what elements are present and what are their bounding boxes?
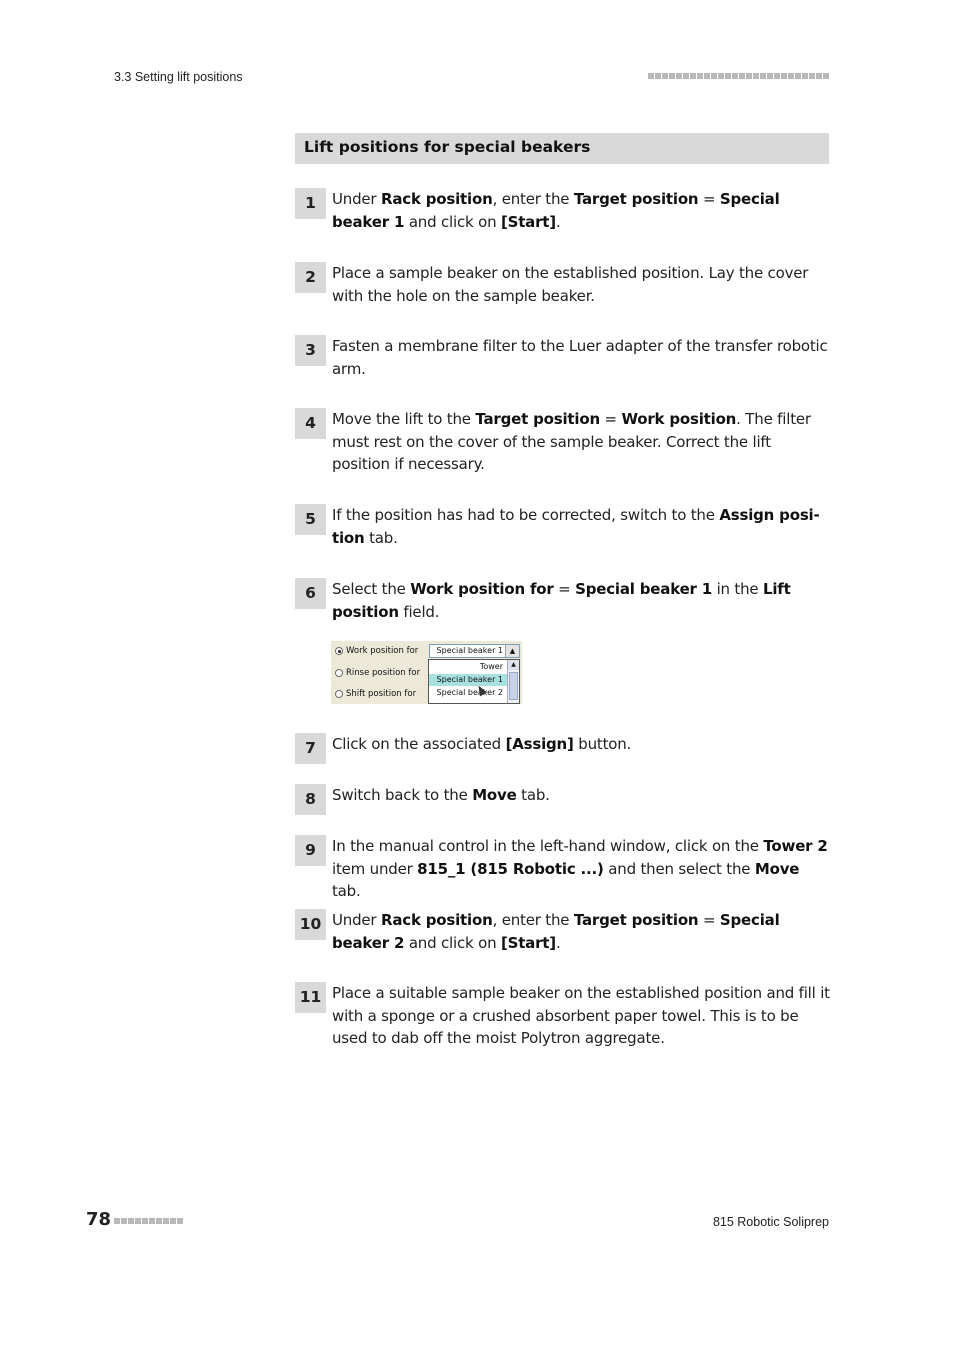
step-text-bold: Tower 2	[763, 837, 828, 855]
step-text-run: .	[555, 933, 561, 952]
decor-square	[648, 73, 654, 79]
step-text	[332, 578, 830, 623]
radio-row-shift[interactable]	[335, 688, 416, 700]
step-text-run: Under	[332, 190, 381, 208]
step-number: 9	[295, 835, 326, 866]
decor-square	[760, 73, 766, 79]
decor-square	[662, 73, 668, 79]
scroll-thumb[interactable]	[509, 672, 518, 700]
decor-square	[669, 73, 675, 79]
step-text-run: =	[698, 911, 720, 929]
step-text-bold: [Start]	[500, 933, 556, 952]
radio-label: Rinse position for	[346, 668, 421, 678]
decor-square	[823, 73, 829, 79]
decor-square	[732, 73, 738, 79]
step-text	[332, 784, 830, 807]
step-text-run: and click on	[404, 212, 501, 231]
step-text-bold: Move	[472, 786, 517, 804]
header-decoration	[648, 73, 829, 79]
decor-square	[697, 73, 703, 79]
dropdown-scrollbar[interactable]	[507, 660, 519, 703]
decor-square	[753, 73, 759, 79]
step-text-bold: Work position for	[410, 580, 554, 598]
step-text-run: and click on	[404, 933, 501, 952]
work-position-dialog-screenshot	[331, 641, 522, 704]
step-text-run: . The filter must rest on the cover of the sample beaker. Correct the lift position if necessary.	[332, 410, 811, 473]
dropdown-item-special-beaker-2[interactable]: Special beaker 2	[436, 688, 503, 697]
step-text-run: Place a suitable sample beaker on the established position and fill it with a sponge or a crushed absorbent paper towel. This is to be used to dab off the moist Polytron aggregate.	[332, 984, 830, 1047]
decor-square	[149, 1218, 155, 1224]
decor-square	[809, 73, 815, 79]
decor-square	[802, 73, 808, 79]
decor-square	[121, 1218, 127, 1224]
decor-square	[170, 1218, 176, 1224]
running-head: 3.3 Setting lift positions	[114, 70, 243, 84]
step-text-run: button.	[573, 735, 632, 753]
step-number: 1	[295, 188, 326, 219]
step-text-run: Fasten a membrane filter to the Luer adapter of the transfer robotic arm.	[332, 337, 828, 378]
radio-button[interactable]	[335, 647, 343, 655]
decor-square	[774, 73, 780, 79]
step-text-run: item under	[332, 859, 418, 878]
step-text-run: , enter the	[492, 911, 574, 929]
step-text	[332, 909, 830, 954]
step-text-run: If the position has had to be corrected, switch to the	[332, 506, 720, 524]
running-foot: 815 Robotic Soliprep	[712, 1215, 829, 1229]
step-text-bold: [Assign]	[505, 735, 574, 753]
combo-value: Special beaker 1	[436, 646, 503, 655]
step-number: 5	[295, 504, 326, 535]
step-text-bold: Assign position	[332, 506, 820, 547]
step-text-bold: Work position	[621, 410, 737, 428]
step-text	[332, 335, 830, 380]
step-number: 3	[295, 335, 326, 366]
step-text-bold: Rack position	[380, 190, 493, 208]
step-text-bold: Special beaker 2	[332, 911, 780, 952]
step-text-bold: [Start]	[500, 212, 556, 231]
step-text-run: field.	[398, 602, 440, 621]
step-text-bold: Special beaker 1	[575, 580, 712, 598]
lift-position-combo[interactable]	[429, 644, 520, 658]
step-text-run: , enter the	[492, 190, 574, 208]
decor-square	[655, 73, 661, 79]
footer-decoration	[114, 1218, 183, 1224]
decor-square	[725, 73, 731, 79]
dropdown-item-special-beaker-1[interactable]: Special beaker 1	[429, 674, 507, 686]
step-text-run: Under	[332, 911, 381, 929]
step-text-run: in the	[712, 580, 763, 598]
scroll-up-icon[interactable]: ▲	[508, 660, 519, 670]
step-text	[332, 982, 830, 1050]
step-text-run: Click on the associated	[332, 735, 506, 753]
decor-square	[795, 73, 801, 79]
decor-square	[135, 1218, 141, 1224]
step-number: 8	[295, 784, 326, 815]
step-text-run: Switch back to the	[332, 786, 473, 804]
step-text-run: .	[555, 212, 561, 231]
radio-label: Shift position for	[346, 689, 417, 699]
decor-square	[718, 73, 724, 79]
decor-square	[739, 73, 745, 79]
step-text-run: tab.	[516, 786, 550, 804]
decor-square	[816, 73, 822, 79]
step-text-bold: Move	[754, 859, 800, 878]
decor-square	[156, 1218, 162, 1224]
decor-square	[177, 1218, 183, 1224]
decor-square	[788, 73, 794, 79]
step-text-bold: Target position	[573, 911, 699, 929]
step-text-run: tab.	[332, 882, 361, 900]
step-text-run: In the manual control in the left-hand window, click on the	[332, 837, 764, 855]
decor-square	[676, 73, 682, 79]
step-text-run: =	[698, 190, 720, 208]
decor-square	[690, 73, 696, 79]
step-text	[332, 733, 830, 756]
decor-square	[781, 73, 787, 79]
dropdown-list[interactable]	[428, 659, 520, 704]
step-number: 11	[295, 982, 326, 1013]
step-text	[332, 835, 830, 903]
step-text	[332, 504, 830, 549]
section-heading: Lift positions for special beakers	[295, 133, 829, 164]
step-text-bold: Special beaker 1	[332, 190, 780, 231]
step-number: 2	[295, 262, 326, 293]
step-text-run: Move the lift to the	[332, 410, 476, 428]
radio-button[interactable]	[335, 690, 343, 698]
step-text-run: =	[599, 410, 622, 428]
step-text-run: =	[553, 580, 576, 598]
step-number: 10	[295, 909, 326, 940]
step-text-run: Select the	[332, 580, 411, 598]
decor-square	[163, 1218, 169, 1224]
radio-label: Work position for	[346, 646, 419, 656]
step-text-run: tab.	[364, 528, 398, 547]
step-text-bold: Rack position	[380, 911, 493, 929]
radio-row-work[interactable]	[335, 645, 418, 657]
decor-square	[767, 73, 773, 79]
decor-square	[746, 73, 752, 79]
decor-square	[704, 73, 710, 79]
step-text	[332, 188, 830, 233]
decor-square	[142, 1218, 148, 1224]
decor-square	[711, 73, 717, 79]
step-text-run: Place a sample beaker on the established position. Lay the cover with the hole on the sample beaker.	[332, 264, 809, 305]
decor-square	[683, 73, 689, 79]
step-text-bold: 815_1 (815 Robotic ...)	[417, 859, 604, 878]
step-text	[332, 262, 830, 307]
step-number: 6	[295, 578, 326, 609]
radio-row-rinse[interactable]	[335, 667, 420, 679]
radio-button[interactable]	[335, 669, 343, 677]
step-number: 7	[295, 733, 326, 764]
chevron-up-icon[interactable]: ▲	[505, 645, 519, 657]
step-text-bold: Target position	[573, 190, 699, 208]
decor-square	[128, 1218, 134, 1224]
step-number: 4	[295, 408, 326, 439]
step-text-run: and then select the	[603, 859, 755, 878]
step-text-bold: Target position	[475, 410, 600, 428]
decor-square	[114, 1218, 120, 1224]
dropdown-item-tower[interactable]: Tower	[479, 662, 503, 671]
step-text-bold: Lift position	[332, 580, 791, 621]
page-number: 78	[86, 1209, 112, 1230]
step-text	[332, 408, 830, 476]
